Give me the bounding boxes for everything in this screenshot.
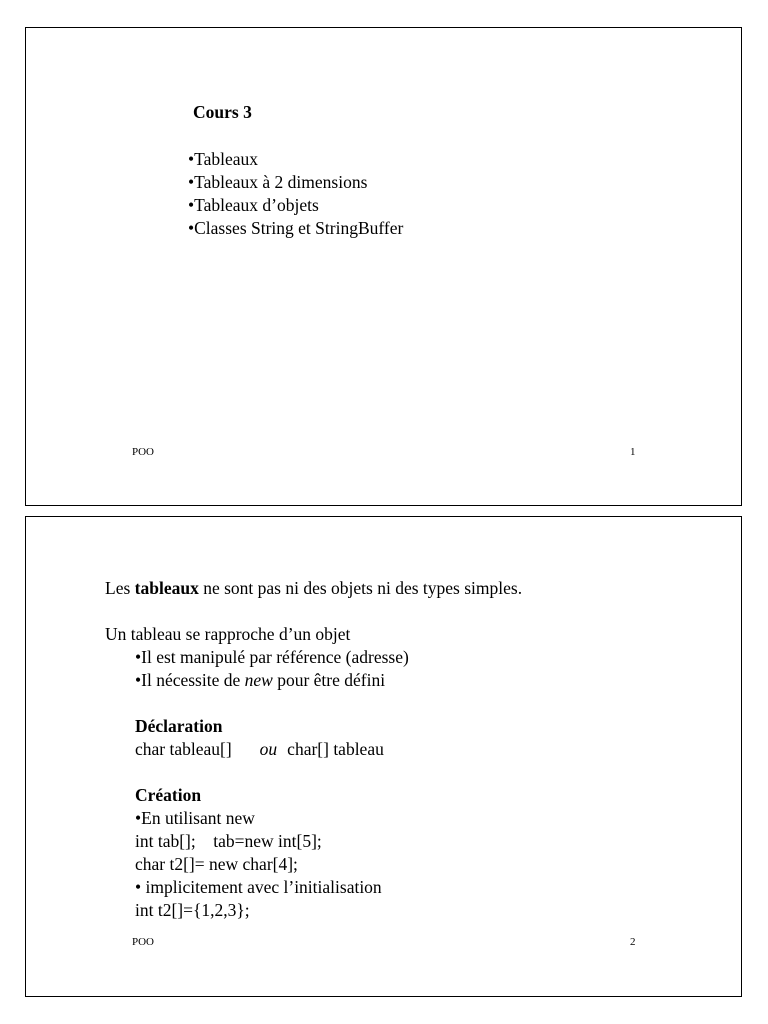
- footer-label: POO: [132, 446, 155, 458]
- list-item: •Tableaux: [188, 149, 259, 169]
- code-line: char t2[]= new char[4];: [135, 854, 298, 874]
- intro-before: Les: [105, 578, 135, 598]
- bullet-list: [188, 148, 403, 240]
- intro-bold: tableaux: [134, 578, 199, 598]
- declaration-left: char tableau[]: [135, 739, 232, 759]
- list-item: •Classes String et StringBuffer: [188, 218, 404, 238]
- list-item: [105, 669, 522, 692]
- declaration-heading: Déclaration: [135, 716, 223, 736]
- slide-body: [105, 577, 522, 922]
- page-number: 1: [630, 446, 636, 458]
- list-item: • implicitement avec l’initialisation: [135, 877, 382, 897]
- list-item: •Tableaux à 2 dimensions: [188, 172, 368, 192]
- declaration-right: char[] tableau: [287, 739, 384, 759]
- code-line: int t2[]={1,2,3};: [135, 900, 250, 920]
- intro-after: ne sont pas ni des objets ni des types simples.: [198, 578, 523, 598]
- list-item: •Il est manipulé par référence (adresse): [135, 647, 409, 667]
- slide-title: Cours 3: [193, 102, 252, 122]
- code-line: int tab[]; tab=new int[5];: [135, 831, 322, 851]
- declaration-line: [105, 738, 522, 761]
- footer-label: POO: [132, 936, 155, 948]
- slide-1: [25, 27, 742, 506]
- declaration-middle: ou: [259, 739, 278, 759]
- bullet2-before: •Il nécessite de: [135, 670, 245, 690]
- list-item: •Tableaux d’objets: [188, 195, 319, 215]
- intro-text: [105, 577, 522, 600]
- page-number: 2: [630, 936, 636, 948]
- list-item: •En utilisant new: [135, 808, 255, 828]
- creation-heading: Création: [135, 785, 202, 805]
- bullet2-italic: new: [244, 670, 273, 690]
- bullet2-after: pour être défini: [272, 670, 386, 690]
- slide-2: [25, 516, 742, 997]
- rapproche-text: Un tableau se rapproche d’un objet: [105, 624, 351, 644]
